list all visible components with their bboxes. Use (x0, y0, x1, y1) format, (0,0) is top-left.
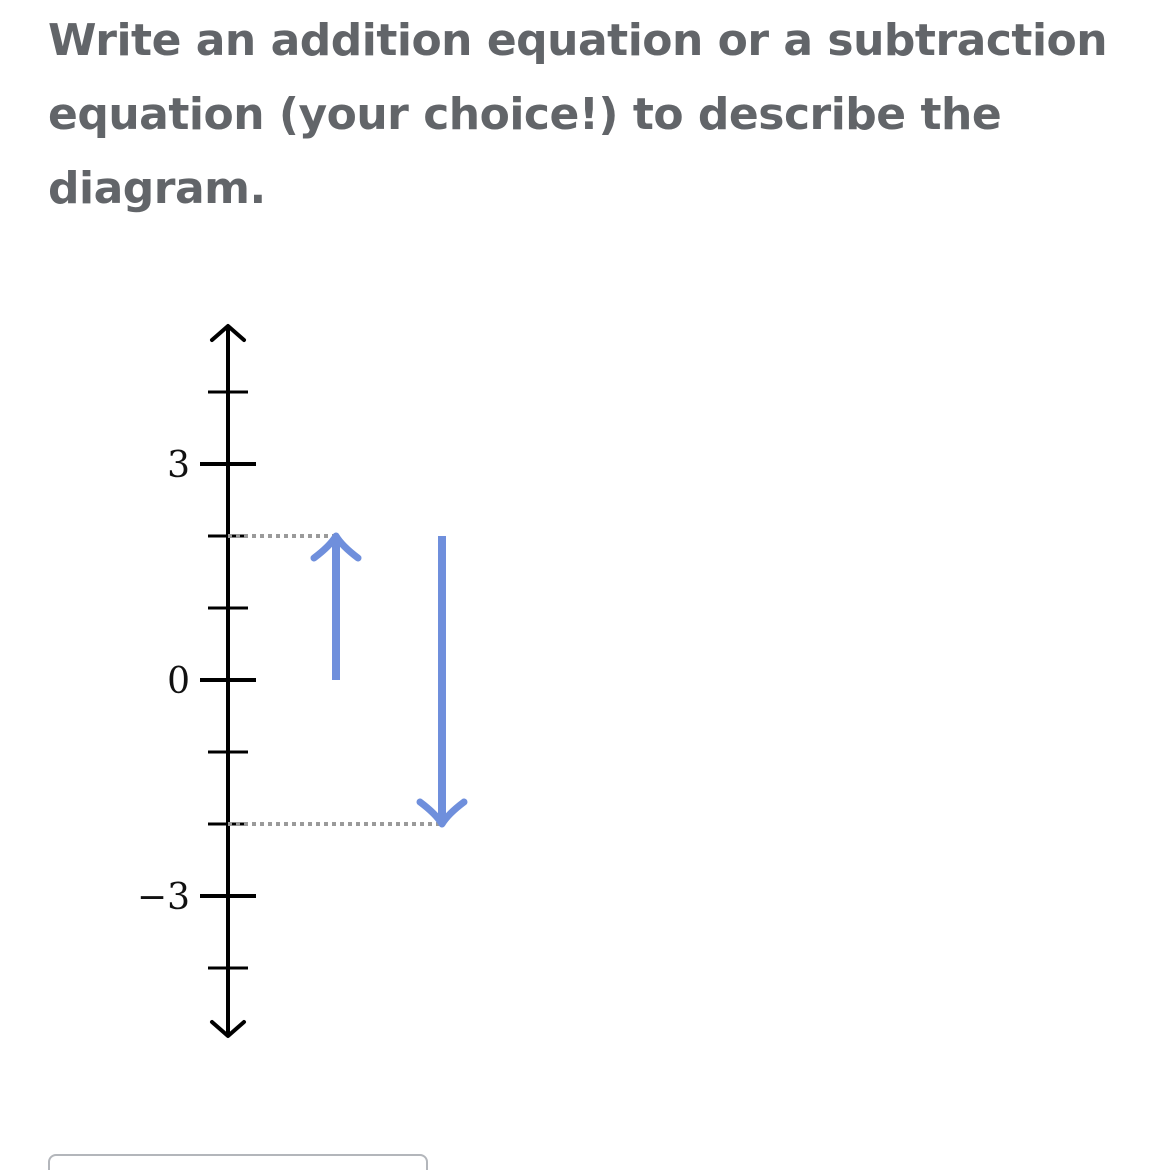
number-line-axis (200, 326, 256, 1036)
question-prompt: Write an addition equation or a subtraction equation (your choice!) to describe the diagram. (48, 15, 1108, 214)
tick-label: −3 (136, 877, 190, 918)
jump-arrows (314, 536, 464, 824)
jump-arrow (314, 536, 358, 680)
tick-label: 3 (167, 445, 190, 486)
tick-label: 0 (167, 661, 190, 702)
tick-labels (137, 445, 190, 918)
answer-input[interactable] (48, 1154, 428, 1170)
jump-arrow (420, 536, 464, 824)
